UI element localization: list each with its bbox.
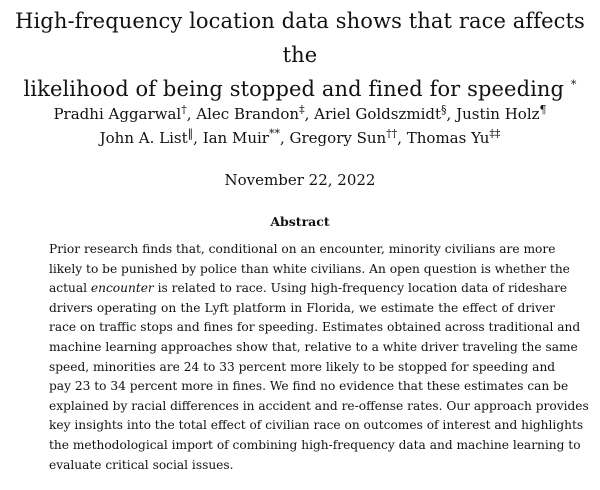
author-list xyxy=(20,102,580,150)
title-line-1: High-frequency location data shows that race affects the xyxy=(15,9,585,67)
abstract-line: likely to be punished by police than white civilians. An open question is whether the xyxy=(49,261,570,276)
author-name: Ariel Goldszmidt xyxy=(314,105,442,123)
author-line-2: John A. List‖, Ian Muir**, Gregory Sun††, Thomas Yu‡‡ xyxy=(99,127,501,147)
author-name: Justin Holz xyxy=(456,105,540,123)
author-footnote-mark: †† xyxy=(386,127,398,140)
author-footnote-mark: ¶ xyxy=(539,103,547,116)
abstract-line: machine learning approaches show that, relative to a white driver traveling the same xyxy=(49,339,578,354)
abstract-line: drivers operating on the Lyft platform in Florida, we estimate the effect of driver xyxy=(49,300,555,315)
abstract-text: is related to race. Using high-frequency location data of rideshare xyxy=(153,281,568,296)
author-footnote-mark: ‡ xyxy=(299,103,305,116)
author-name: Alec Brandon xyxy=(196,105,300,123)
author-footnote-mark: ‖ xyxy=(187,127,194,140)
author-name: Ian Muir xyxy=(202,129,269,147)
author-line-1: Pradhi Aggarwal†, Alec Brandon‡, Ariel Goldszmidt§, Justin Holz¶ xyxy=(53,103,547,123)
abstract-line: pay 23 to 34 percent more in fines. We find no evidence that these estimates can be xyxy=(49,379,569,394)
abstract-line: the methodological import of combining high-frequency data and machine learning to xyxy=(49,437,581,452)
abstract-line: race on traffic stops and fines for speeding. Estimates obtained across traditional and xyxy=(49,320,581,335)
paper-title xyxy=(10,4,590,106)
title-line-2-text: likelihood of being stopped and fined for speeding xyxy=(23,77,565,101)
abstract-line: key insights into the total effect of civilian race on outcomes of interest and highlights xyxy=(49,418,584,433)
author-footnote-mark: † xyxy=(181,103,187,116)
abstract-line: evaluate critical social issues. xyxy=(49,457,234,472)
author-footnote-mark: ** xyxy=(268,127,280,140)
abstract-line xyxy=(49,279,568,299)
author-name: Thomas Yu xyxy=(406,129,490,147)
abstract-heading: Abstract xyxy=(270,214,330,229)
title-line-2 xyxy=(10,72,590,106)
author-footnote-mark: ‡‡ xyxy=(489,127,501,140)
author-name: John A. List xyxy=(99,129,188,147)
author-footnote-mark: § xyxy=(441,103,447,116)
author-name: Gregory Sun xyxy=(289,129,387,147)
abstract-emphasis: encounter xyxy=(90,281,154,296)
abstract-line: speed, minorities are 24 to 33 percent more likely to be stopped for speeding and xyxy=(49,359,556,374)
abstract-line: explained by racial differences in accident and re-offense rates. Our approach provides xyxy=(49,398,589,413)
abstract-body xyxy=(49,240,589,475)
title-footnote-mark: * xyxy=(570,78,577,91)
author-name: Pradhi Aggarwal xyxy=(53,105,182,123)
abstract-line: Prior research finds that, conditional on an encounter, minority civilians are more xyxy=(49,242,556,256)
publication-date: November 22, 2022 xyxy=(224,171,376,189)
abstract-text: actual xyxy=(49,281,91,296)
